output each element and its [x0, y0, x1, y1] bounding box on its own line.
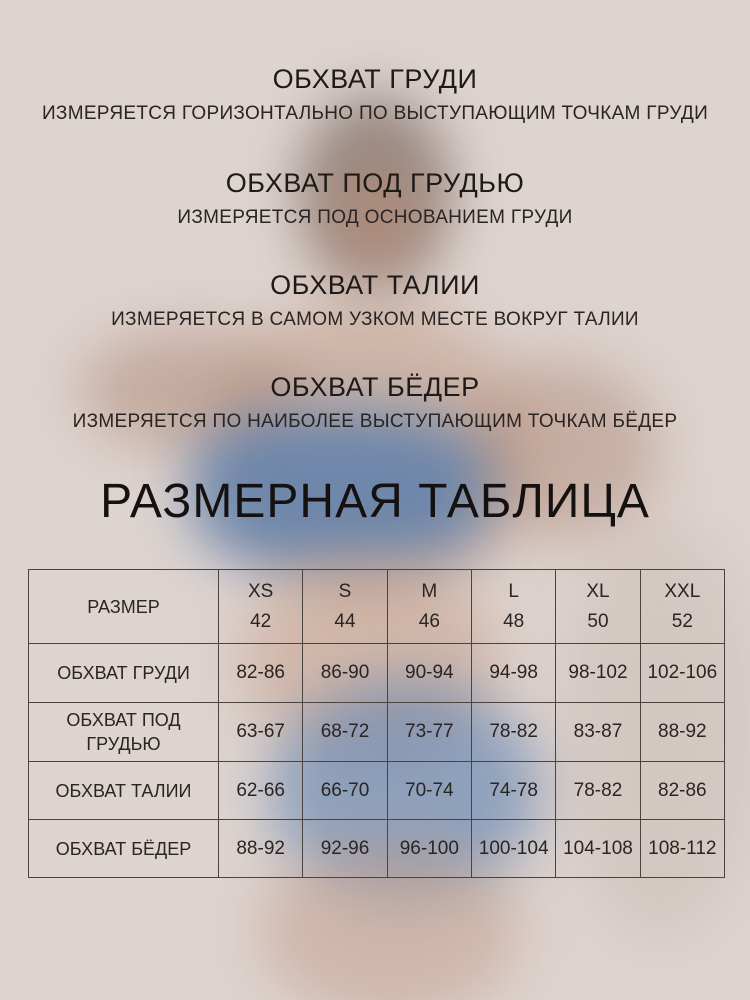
- table-row: [29, 644, 725, 703]
- size-chart-title: РАЗМЕРНАЯ ТАБЛИЦА: [100, 475, 650, 528]
- row-label-underbust: ОБХВАТ ПОД ГРУДЬЮ: [29, 703, 219, 762]
- section-title: ОБХВАТ ГРУДИ: [272, 64, 478, 94]
- section-underbust: [0, 168, 750, 229]
- table-cell: 70-74: [387, 762, 471, 820]
- section-hips: [0, 372, 750, 433]
- table-cell: 74-78: [471, 762, 555, 820]
- table-cell: 90-94: [387, 644, 471, 703]
- size-header-m: M 46: [387, 570, 471, 644]
- table-corner-label: РАЗМЕР: [29, 570, 219, 644]
- table-cell: 100-104: [471, 820, 555, 878]
- table-cell: 82-86: [219, 644, 303, 703]
- section-title: ОБХВАТ ПОД ГРУДЬЮ: [225, 168, 525, 198]
- table-cell: 88-92: [640, 703, 724, 762]
- table-cell: 94-98: [471, 644, 555, 703]
- table-cell: 78-82: [471, 703, 555, 762]
- table-row: [29, 762, 725, 820]
- section-description: ИЗМЕРЯЕТСЯ ГОРИЗОНТАЛЬНО ПО ВЫСТУПАЮЩИМ ТОЧКАМ ГРУДИ: [41, 103, 709, 124]
- table-cell: 92-96: [303, 820, 387, 878]
- table-cell: 68-72: [303, 703, 387, 762]
- table-cell: 83-87: [556, 703, 640, 762]
- section-description: ИЗМЕРЯЕТСЯ ПОД ОСНОВАНИЕМ ГРУДИ: [177, 207, 573, 228]
- table-cell: 96-100: [387, 820, 471, 878]
- table-cell: 108-112: [640, 820, 724, 878]
- table-row: [29, 703, 725, 762]
- section-bust: [0, 64, 750, 125]
- table-cell: 86-90: [303, 644, 387, 703]
- size-header-xxl: XXL 52: [640, 570, 724, 644]
- table-cell: 98-102: [556, 644, 640, 703]
- table-header-row: [29, 570, 725, 644]
- table-cell: 88-92: [219, 820, 303, 878]
- size-header-xl: XL 50: [556, 570, 640, 644]
- size-header-s: S 44: [303, 570, 387, 644]
- row-label-waist: ОБХВАТ ТАЛИИ: [29, 762, 219, 820]
- table-cell: 102-106: [640, 644, 724, 703]
- row-label-bust: ОБХВАТ ГРУДИ: [29, 644, 219, 703]
- section-description: ИЗМЕРЯЕТСЯ В САМОМ УЗКОМ МЕСТЕ ВОКРУГ ТАЛИИ: [111, 309, 639, 330]
- section-title: ОБХВАТ ТАЛИИ: [270, 270, 480, 300]
- size-table: [28, 569, 725, 878]
- table-cell: 104-108: [556, 820, 640, 878]
- table-cell: 62-66: [219, 762, 303, 820]
- table-cell: 73-77: [387, 703, 471, 762]
- section-title: ОБХВАТ БЁДЕР: [270, 372, 480, 402]
- table-cell: 78-82: [556, 762, 640, 820]
- row-label-hips: ОБХВАТ БЁДЕР: [29, 820, 219, 878]
- section-waist: [0, 270, 750, 331]
- table-row: [29, 820, 725, 878]
- table-cell: 63-67: [219, 703, 303, 762]
- section-description: ИЗМЕРЯЕТСЯ ПО НАИБОЛЕЕ ВЫСТУПАЮЩИМ ТОЧКАМ БЁДЕР: [72, 411, 678, 432]
- table-cell: 82-86: [640, 762, 724, 820]
- size-header-xs: XS 42: [219, 570, 303, 644]
- size-header-l: L 48: [471, 570, 555, 644]
- table-cell: 66-70: [303, 762, 387, 820]
